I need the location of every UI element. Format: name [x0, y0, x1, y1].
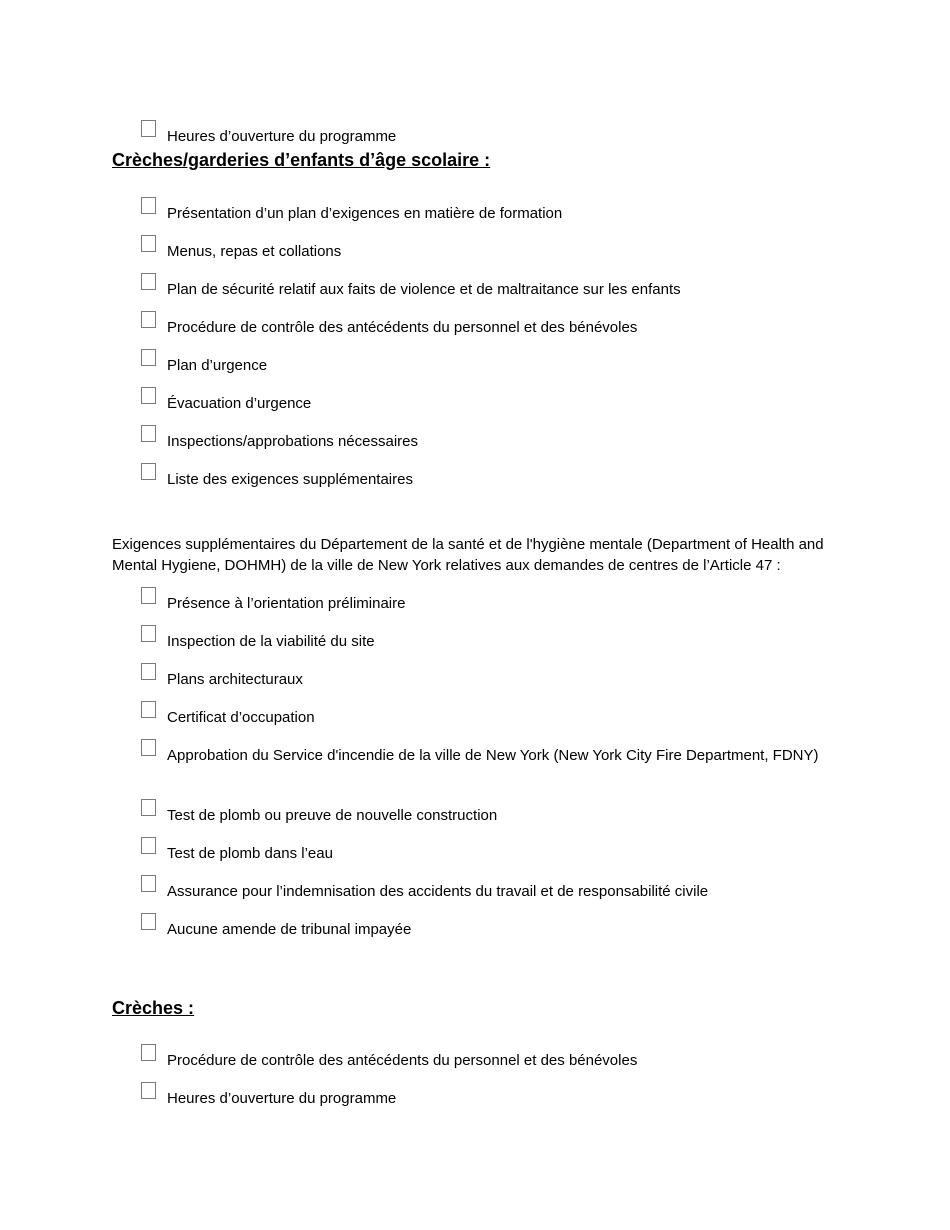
checklist-item	[141, 805, 841, 827]
checkbox[interactable]	[141, 913, 156, 930]
checklist-item	[141, 1050, 841, 1072]
checkbox[interactable]	[141, 625, 156, 642]
checkbox[interactable]	[141, 1044, 156, 1061]
checklist-item	[141, 317, 841, 339]
checkbox[interactable]	[141, 235, 156, 252]
checkbox[interactable]	[141, 311, 156, 328]
checkbox[interactable]	[141, 799, 156, 816]
checklist-item	[141, 1088, 841, 1110]
checklist-item-label: Heures d’ouverture du programme	[167, 1090, 397, 1107]
checkbox[interactable]	[141, 663, 156, 680]
checkbox[interactable]	[141, 875, 156, 892]
checklist-item-label: Approbation du Service d'incendie de la ville de New York (New York City Fire Department, FDNY)	[167, 747, 819, 764]
checkbox[interactable]	[141, 197, 156, 214]
checkbox[interactable]	[141, 349, 156, 366]
checklist-item-label: Inspections/approbations nécessaires	[167, 433, 418, 450]
checklist-item-label: Menus, repas et collations	[167, 243, 342, 260]
checklist-item	[141, 469, 841, 491]
checklist-item	[141, 355, 841, 377]
checklist-item-label: Présence à l’orientation préliminaire	[167, 595, 406, 612]
checkbox[interactable]	[141, 1082, 156, 1099]
checklist-item-label: Présentation d’un plan d’exigences en matière de formation	[167, 205, 563, 222]
checklist-item	[141, 669, 841, 691]
checklist-item-label: Heures d’ouverture du programme	[167, 128, 397, 145]
dohmh-intro-paragraph: Exigences supplémentaires du Département de la santé et de l'hygiène mentale (Department of Health and Mental Hygiene, DOHMH) de la ville de New York relatives aux demandes de centres de l’Article 47 :	[112, 536, 824, 574]
checklist-item-label: Évacuation d’urgence	[167, 395, 312, 412]
checkbox[interactable]	[141, 701, 156, 718]
checkbox[interactable]	[141, 273, 156, 290]
checklist-item	[141, 707, 841, 729]
checklist-item	[141, 431, 841, 453]
checkbox[interactable]	[141, 587, 156, 604]
checklist-item	[141, 126, 841, 148]
checklist-item-label: Test de plomb ou preuve de nouvelle construction	[167, 807, 498, 824]
checklist-item-label: Plan d’urgence	[167, 357, 268, 374]
checkbox[interactable]	[141, 837, 156, 854]
checklist-item	[141, 203, 841, 225]
section-heading-school-age: Crèches/garderies d’enfants d’âge scolaire :	[112, 150, 491, 170]
checklist-item-label: Plans architecturaux	[167, 671, 303, 688]
checklist-item	[141, 631, 841, 653]
checklist-item	[141, 843, 841, 865]
checklist-item-label: Test de plomb dans l’eau	[167, 845, 333, 862]
section-heading-creches: Crèches :	[112, 998, 195, 1018]
checklist-item-label: Aucune amende de tribunal impayée	[167, 921, 412, 938]
checklist-item	[141, 393, 841, 415]
checklist-item	[141, 919, 841, 941]
checklist-item	[141, 279, 841, 301]
checkbox[interactable]	[141, 739, 156, 756]
checklist-item-label: Liste des exigences supplémentaires	[167, 471, 413, 488]
checkbox[interactable]	[141, 425, 156, 442]
checklist-item-label: Assurance pour l’indemnisation des accidents du travail et de responsabilité civile	[167, 883, 709, 900]
checklist-item	[141, 745, 841, 767]
checklist-item-label: Procédure de contrôle des antécédents du personnel et des bénévoles	[167, 1052, 638, 1069]
checklist-item	[141, 241, 841, 263]
checklist-item-label: Procédure de contrôle des antécédents du personnel et des bénévoles	[167, 319, 638, 336]
checklist-item	[141, 881, 841, 903]
checklist-item	[141, 593, 841, 615]
checkbox[interactable]	[141, 387, 156, 404]
checklist-item-label: Plan de sécurité relatif aux faits de violence et de maltraitance sur les enfants	[167, 281, 681, 298]
checkbox[interactable]	[141, 463, 156, 480]
checklist-item-label: Certificat d’occupation	[167, 709, 315, 726]
checkbox[interactable]	[141, 120, 156, 137]
checklist-item-label: Inspection de la viabilité du site	[167, 633, 375, 650]
